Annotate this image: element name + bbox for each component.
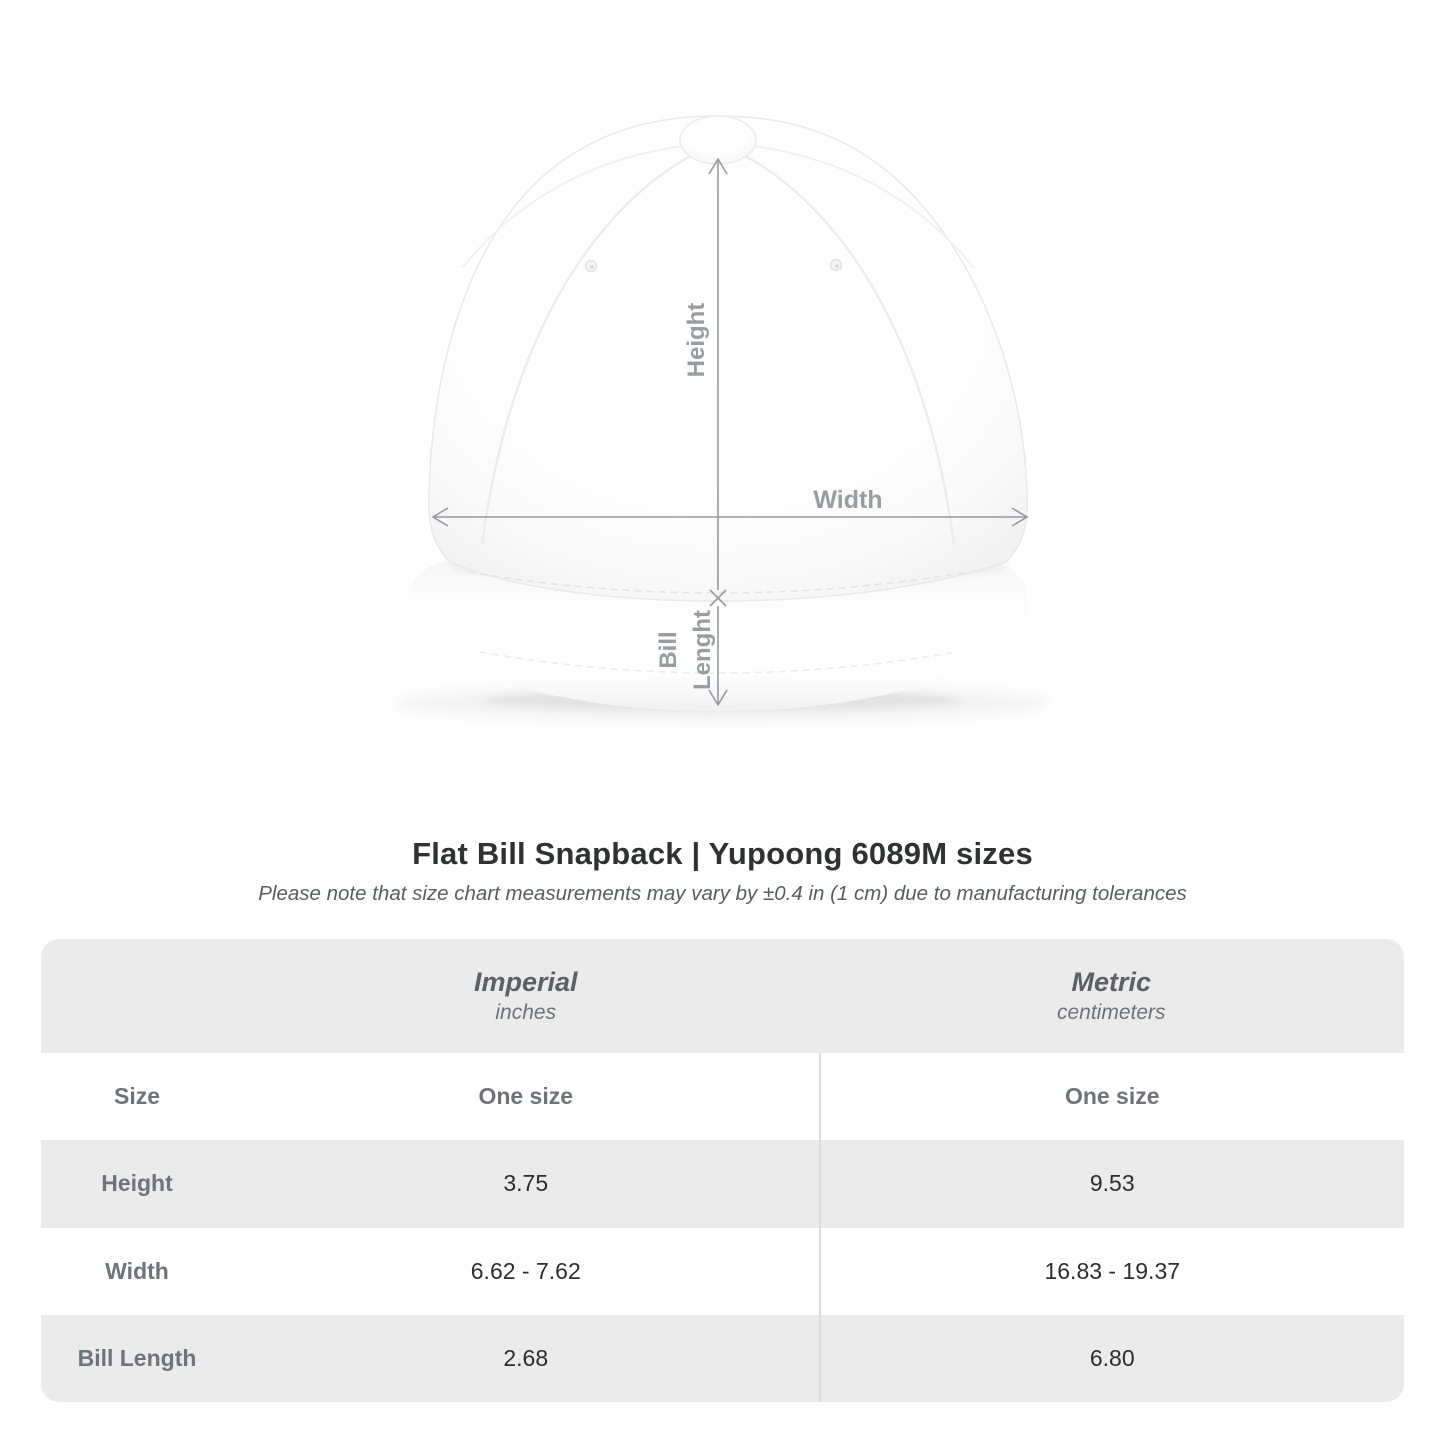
imperial-column-unit: inches xyxy=(495,1001,557,1024)
top-button xyxy=(680,116,756,164)
hat-crown xyxy=(429,116,1028,601)
page-title: Flat Bill Snapback | Yupoong 6089M sizes xyxy=(412,836,1033,871)
metric-value: One size xyxy=(1064,1083,1160,1110)
table-row-bill-length xyxy=(41,1315,1404,1402)
row-label: Height xyxy=(101,1170,173,1197)
table-row-size xyxy=(41,1053,1404,1140)
header-imperial xyxy=(233,967,819,1025)
row-label: Size xyxy=(113,1083,161,1110)
metric-column-unit: centimeters xyxy=(1056,1001,1166,1024)
eyelet-left xyxy=(586,261,597,272)
imperial-value: 3.75 xyxy=(503,1170,549,1197)
imperial-column-title: Imperial xyxy=(473,967,578,997)
imperial-value: 6.62 - 7.62 xyxy=(470,1257,581,1284)
width-dimension-label: Width xyxy=(813,486,883,514)
metric-value: 9.53 xyxy=(1089,1170,1135,1197)
imperial-value: One size xyxy=(478,1083,574,1110)
metric-value: 16.83 - 19.37 xyxy=(1044,1257,1181,1284)
page-subtitle: Please note that size chart measurements may vary by ±0.4 in (1 cm) due to manufacturing tolerances xyxy=(258,882,1187,905)
header-metric xyxy=(819,967,1405,1025)
table-header xyxy=(41,939,1404,1053)
eyelet-right xyxy=(831,260,842,271)
size-table xyxy=(41,939,1404,1402)
table-row-height xyxy=(41,1140,1404,1227)
metric-column-title: Metric xyxy=(1071,967,1152,997)
table-row-width xyxy=(41,1228,1404,1315)
imperial-value: 2.68 xyxy=(503,1344,549,1371)
row-label: Width xyxy=(105,1257,169,1284)
height-dimension-label: Height xyxy=(683,302,710,378)
bill-length-label-line1: Bill xyxy=(655,631,682,669)
metric-value: 6.80 xyxy=(1089,1344,1135,1371)
row-label: Bill Length xyxy=(77,1344,197,1371)
bill-length-label-line2: Lenght xyxy=(689,610,716,690)
